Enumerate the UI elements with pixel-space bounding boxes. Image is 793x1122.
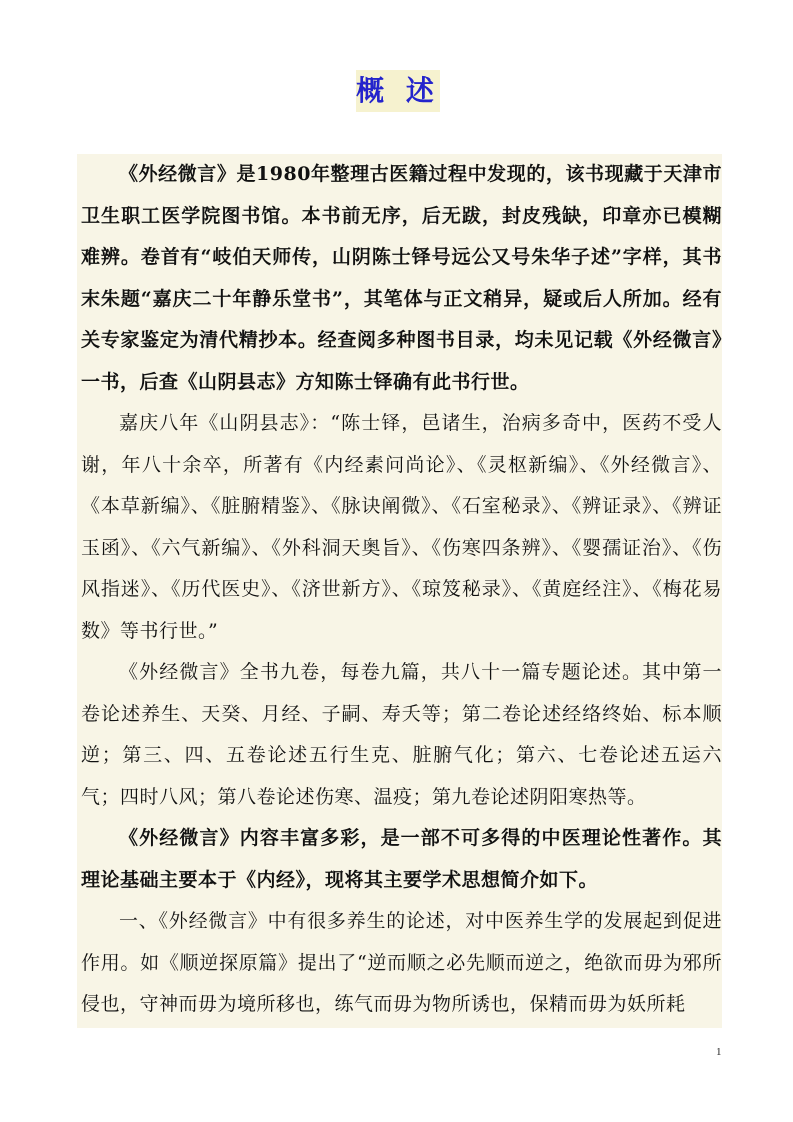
paragraph-1: 《外经微言》是1980年整理古医籍过程中发现的，该书现藏于天津市卫生职工医学院图书馆。本书前无序，后无跋，封皮残缺，印章亦已模糊难辨。卷首有“岐伯天师传，山阴陈士铎号远公又号朱华子述”字样，其书末朱题“嘉庆二十年静乐堂书”，其笔体与正文稍异，疑或后人所加。经有关专家鉴定为清代精抄本。经查阅多种图书目录，均未见记载《外经微言》一书，后查《山阴县志》方知陈士铎确有此书行世。 [81, 163, 722, 393]
paragraph-3: 《外经微言》全书九卷，每卷九篇，共八十一篇专题论述。其中第一卷论述养生、天癸、月经、子嗣、寿夭等；第二卷论述经络终始、标本顺逆；第三、四、五卷论述五行生克、脏腑气化；第六、七卷论述五运六气；四时八风；第八卷论述伤寒、温疫；第九卷论述阴阳寒热等。 [81, 661, 722, 808]
body-text [77, 154, 722, 1028]
page-title: 概 述 [356, 70, 440, 112]
page-number: 1 [716, 1046, 722, 1058]
paragraph-4: 《外经微言》内容丰富多彩，是一部不可多得的中医理论性著作。其理论基础主要本于《内经》，现将其主要学术思想简介如下。 [81, 827, 722, 891]
paragraph-5: 一、《外经微言》中有很多养生的论述，对中医养生学的发展起到促进作用。如《顺逆探原篇》提出了“逆而顺之必先顺而逆之，绝欲而毋为邪所侵也，守神而毋为境所移也，练气而毋为物所诱也，保精而毋为妖所耗 [81, 910, 722, 1015]
paragraph-2: 嘉庆八年《山阴县志》：“陈士铎，邑诸生，治病多奇中，医药不受人谢，年八十余卒，所著有《内经素问尚论》、《灵枢新编》、《外经微言》、《本草新编》、《脏腑精鉴》、《脉诀阐微》、《石室秘录》、《辨证录》、《辨证玉函》、《六气新编》、《外科洞天奥旨》、《伤寒四条辨》、《婴孺证治》、《伤风指迷》、《历代医史》、《济世新方》、《琼笈秘录》、《黄庭经注》、《梅花易数》等书行世。” [81, 412, 722, 642]
